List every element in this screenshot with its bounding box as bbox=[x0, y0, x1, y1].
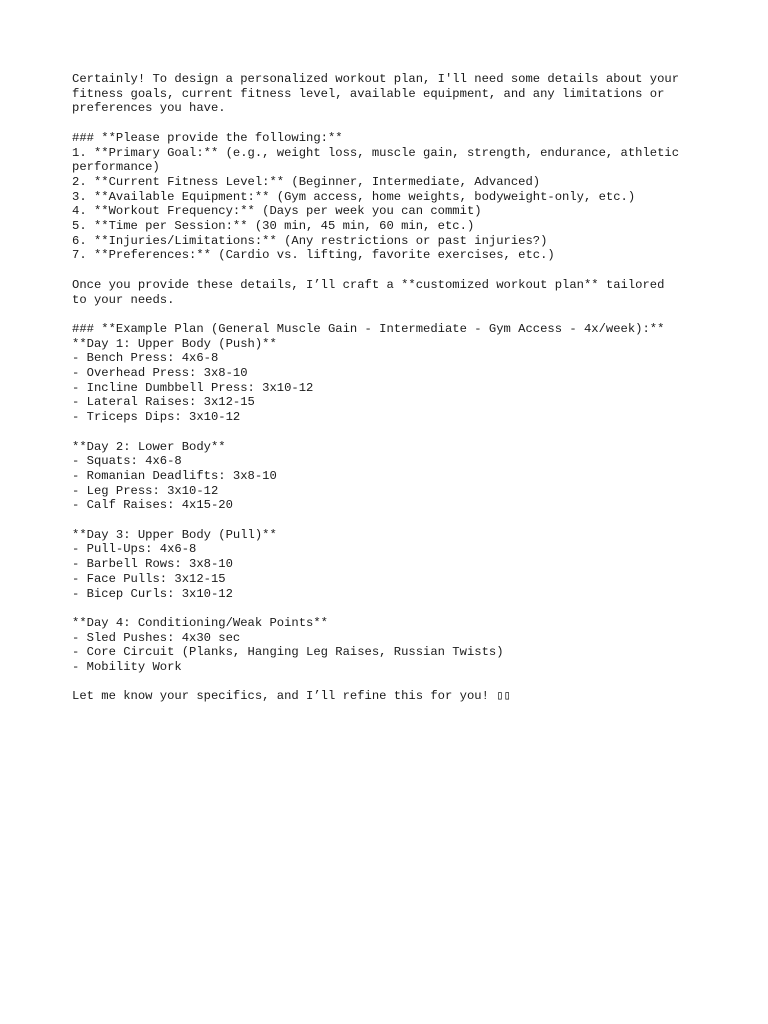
day-heading: **Day 1: Upper Body (Push)** bbox=[72, 336, 277, 351]
exercise-item: - Sled Pushes: 4x30 sec bbox=[72, 630, 241, 645]
list-item: 1. **Primary Goal:** (e.g., weight loss, muscle gain, strength, endurance, athletic bbox=[72, 145, 680, 160]
paragraph-spacer bbox=[72, 116, 712, 131]
exercise-item: - Leg Press: 3x10-12 bbox=[72, 483, 219, 498]
list-item: 7. **Preferences:** (Cardio vs. lifting, favorite exercises, etc.) bbox=[72, 248, 555, 263]
example-plan-day-3 bbox=[72, 528, 712, 602]
section-heading: ### **Please provide the following:** bbox=[72, 130, 343, 145]
day-heading: **Day 3: Upper Body (Pull)** bbox=[72, 527, 277, 542]
list-item: 5. **Time per Session:** (30 min, 45 min, 60 min, etc.) bbox=[72, 219, 475, 234]
exercise-item: - Mobility Work bbox=[72, 660, 182, 675]
intro-paragraph bbox=[72, 72, 712, 116]
example-plan-day-4 bbox=[72, 616, 712, 675]
list-item: 4. **Workout Frequency:** (Days per week you can commit) bbox=[72, 204, 482, 219]
paragraph-spacer bbox=[72, 601, 712, 616]
day-heading: **Day 2: Lower Body** bbox=[72, 439, 226, 454]
craft-plan-paragraph bbox=[72, 278, 712, 307]
exercise-item: - Squats: 4x6-8 bbox=[72, 454, 182, 469]
text-line: Let me know your specifics, and I’ll refine this for you! ▯▯ bbox=[72, 689, 511, 704]
list-item: 2. **Current Fitness Level:** (Beginner, Intermediate, Advanced) bbox=[72, 174, 541, 189]
text-line: to your needs. bbox=[72, 292, 175, 307]
closing-paragraph bbox=[72, 689, 712, 704]
paragraph-spacer bbox=[72, 675, 712, 690]
paragraph-spacer bbox=[72, 307, 712, 322]
exercise-item: - Bicep Curls: 3x10-12 bbox=[72, 586, 233, 601]
text-line: Once you provide these details, I’ll craft a **customized workout plan** tailored bbox=[72, 277, 665, 292]
text-line: fitness goals, current fitness level, available equipment, and any limitations or bbox=[72, 86, 665, 101]
exercise-item: - Overhead Press: 3x8-10 bbox=[72, 366, 248, 381]
exercise-item: - Calf Raises: 4x15-20 bbox=[72, 498, 233, 513]
exercise-item: - Romanian Deadlifts: 3x8-10 bbox=[72, 468, 277, 483]
day-heading: **Day 4: Conditioning/Weak Points** bbox=[72, 615, 328, 630]
example-plan-day-1 bbox=[72, 322, 712, 425]
document-body bbox=[72, 72, 712, 704]
provide-following-section bbox=[72, 131, 712, 263]
exercise-item: - Pull-Ups: 4x6-8 bbox=[72, 542, 197, 557]
paragraph-spacer bbox=[72, 513, 712, 528]
list-item: 6. **Injuries/Limitations:** (Any restrictions or past injuries?) bbox=[72, 233, 548, 248]
exercise-item: - Triceps Dips: 3x10-12 bbox=[72, 410, 241, 425]
section-heading: ### **Example Plan (General Muscle Gain - Intermediate - Gym Access - 4x/week):** bbox=[72, 321, 665, 336]
exercise-item: - Bench Press: 4x6-8 bbox=[72, 351, 219, 366]
paragraph-spacer bbox=[72, 425, 712, 440]
exercise-item: - Incline Dumbbell Press: 3x10-12 bbox=[72, 380, 314, 395]
exercise-item: - Lateral Raises: 3x12-15 bbox=[72, 395, 255, 410]
text-line: Certainly! To design a personalized workout plan, I'll need some details about your bbox=[72, 72, 680, 86]
paragraph-spacer bbox=[72, 263, 712, 278]
exercise-item: - Face Pulls: 3x12-15 bbox=[72, 571, 226, 586]
list-item: performance) bbox=[72, 160, 160, 175]
list-item: 3. **Available Equipment:** (Gym access, home weights, bodyweight-only, etc.) bbox=[72, 189, 636, 204]
exercise-item: - Barbell Rows: 3x8-10 bbox=[72, 557, 233, 572]
text-line: preferences you have. bbox=[72, 101, 226, 116]
exercise-item: - Core Circuit (Planks, Hanging Leg Raises, Russian Twists) bbox=[72, 645, 504, 660]
example-plan-day-2 bbox=[72, 440, 712, 514]
